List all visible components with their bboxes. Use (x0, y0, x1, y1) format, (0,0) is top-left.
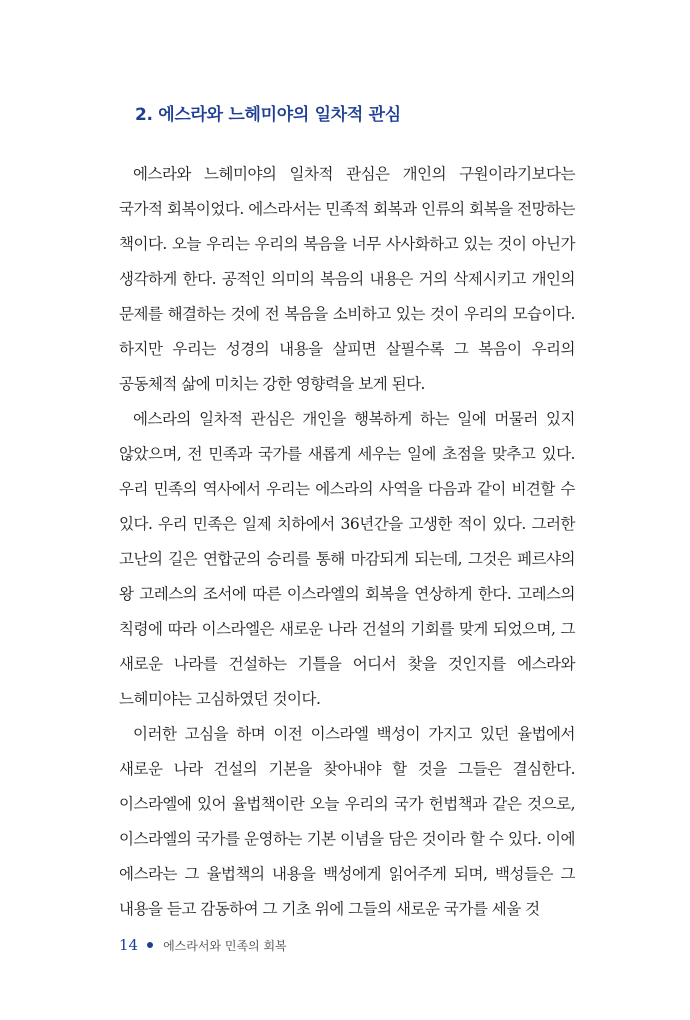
running-title: 에스라서와 민족의 회복 (163, 938, 287, 953)
bullet-dot-icon (147, 942, 153, 948)
paragraph: 에스라와 느헤미야의 일차적 관심은 개인의 구원이라기보다는 국가적 회복이었다. 에스라서는 민족적 회복과 인류의 회복을 전망하는 책이다. 오늘 우리는 우리의 복음을 너무 사사화하고 있는 것이 아닌가 생각하게 한다. 공적인 의미의 복음의 내용은 거의 삭제시키고 개인의 문제를 해결하는 것에 전 복음을 소비하고 있는 것이 우리의 모습이다. 하지만 우리는 성경의 내용을 살피면 살필수록 그 복음이 우리의 공동체적 삶에 미치는 강한 영향력을 보게 된다. (119, 165, 575, 393)
body-text (119, 157, 575, 927)
section-heading: 2. 에스라와 느헤미야의 일차적 관심 (135, 105, 401, 125)
paragraph: 에스라의 일차적 관심은 개인을 행복하게 하는 일에 머물러 있지 않았으며, 전 민족과 국가를 새롭게 세우는 일에 초점을 맞추고 있다. 우리 민족의 역사에서 우리는 에스라의 사역을 다음과 같이 비견할 수 있다. 우리 민족은 일제 치하에서 36년간을 고생한 적이 있다. 그러한 고난의 길은 연합군의 승리를 통해 마감되게 되는데, 그것은 페르샤의 왕 고레스의 조서에 따른 이스라엘의 회복을 연상하게 한다. 고레스의 칙령에 따라 이스라엘은 새로운 나라 건설의 기회를 맞게 되었으며, 그 새로운 나라를 건설하는 기틀을 어디서 찾을 것인지를 에스라와 느헤미야는 고심하였던 것이다. (119, 410, 575, 708)
page-number: 14 (119, 936, 139, 954)
page-footer (119, 936, 287, 954)
paragraph: 이러한 고심을 하며 이전 이스라엘 백성이 가지고 있던 율법에서 새로운 나라 건설의 기본을 찾아내야 할 것을 그들은 결심한다. 이스라엘에 있어 율법책이란 오늘 우리의 국가 헌법책과 같은 것으로, 이스라엘의 국가를 운영하는 기본 이념을 담은 것이라 할 수 있다. 이에 에스라는 그 율법책의 내용을 백성에게 읽어주게 되며, 백성들은 그 내용을 듣고 감동하여 그 기초 위에 그들의 새로운 국가를 세울 것 (119, 725, 575, 918)
